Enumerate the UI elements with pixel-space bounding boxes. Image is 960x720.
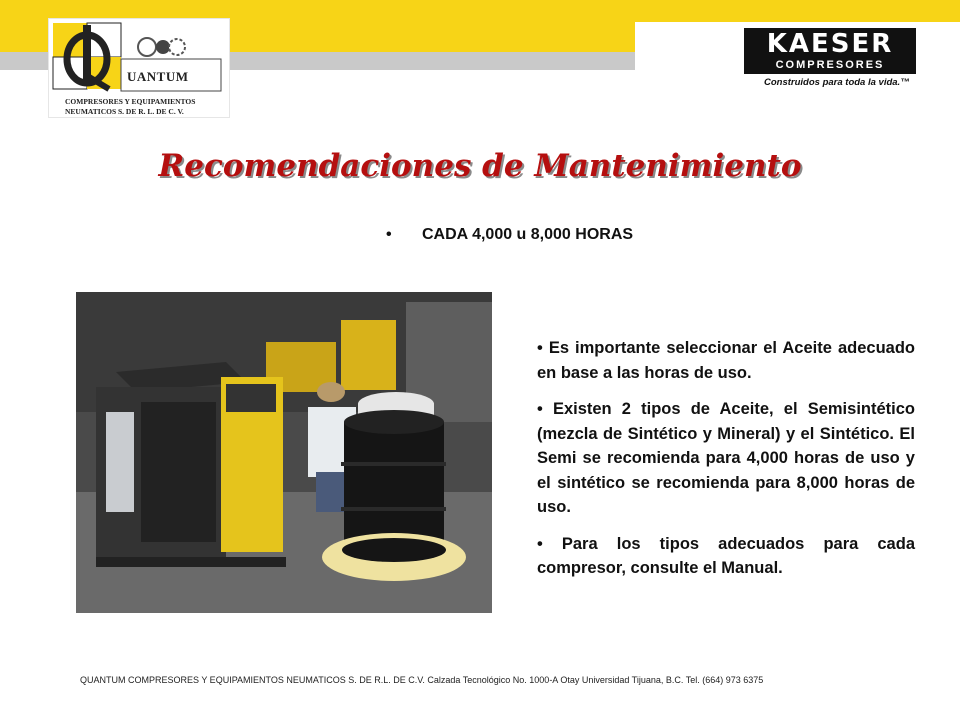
compressor-photo-illustration	[76, 292, 492, 613]
hours-text: CADA 4,000 u 8,000 HORAS	[422, 226, 634, 243]
hours-item	[386, 226, 634, 244]
recommendation-item: • Existen 2 tipos de Aceite, el Semisintético (mezcla de Sintético y Mineral) y el Sintético. El Semi se recomienda para 4,000 horas de uso y el sintético se recomienda para 8,000 horas de uso.	[537, 400, 915, 516]
quantum-line-2: NEUMATICOS S. DE R. L. DE C. V.	[65, 107, 184, 116]
quantum-logo	[48, 18, 230, 118]
kaeser-brand: KAESER	[766, 29, 894, 59]
recommendation-item: • Es importante seleccionar el Aceite adecuado en base a las horas de uso.	[537, 339, 915, 382]
kaeser-tagline: Construidos para toda la vida.™	[764, 77, 910, 88]
recommendation-list	[537, 336, 915, 593]
page-title: Recomendaciones de Mantenimiento	[158, 148, 802, 184]
footer-address: QUANTUM COMPRESORES Y EQUIPAMIENTOS NEUMATICOS S. DE R.L. DE C.V. Calzada Tecnológico No. 1000-A Otay Universidad Tijuana, B.C. Tel. (664) 973 6375	[80, 675, 764, 685]
kaeser-sub: COMPRESORES	[775, 59, 885, 71]
quantum-name: UANTUM	[127, 69, 189, 84]
compressor-photo	[76, 292, 492, 613]
recommendation-item: • Para los tipos adecuados para cada compresor, consulte el Manual.	[537, 534, 915, 577]
hours-bullet: •	[386, 226, 392, 243]
quantum-line-1: COMPRESORES Y EQUIPAMIENTOS	[65, 97, 196, 106]
kaeser-logo	[744, 28, 916, 74]
